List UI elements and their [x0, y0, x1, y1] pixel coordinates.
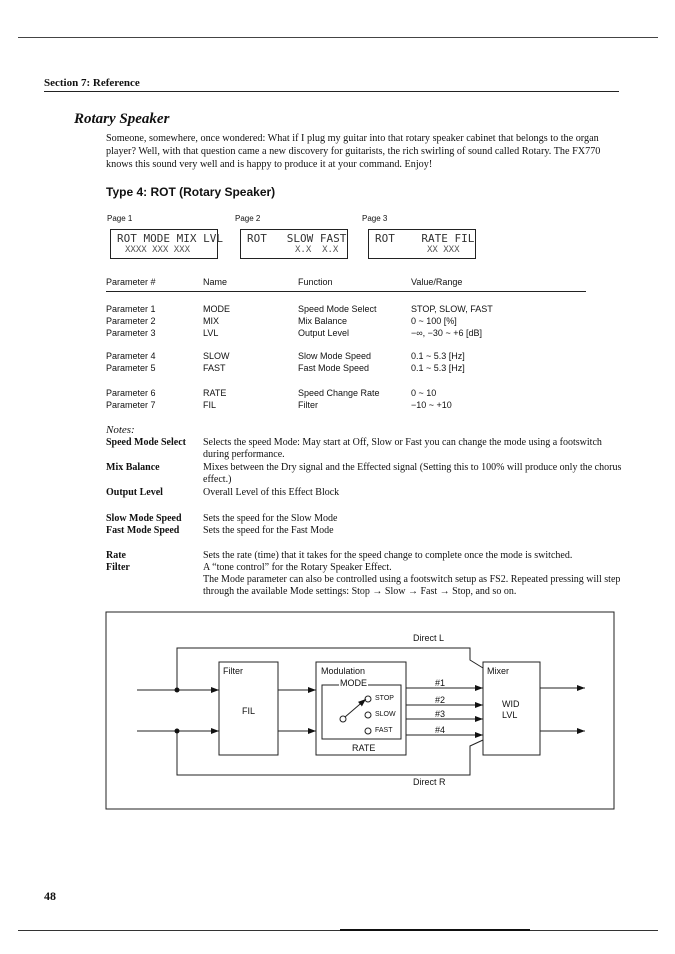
stop-label: STOP: [375, 695, 394, 702]
table-row: Speed Change Rate: [298, 388, 380, 398]
table-row: STOP, SLOW, FAST: [411, 304, 493, 314]
table-row: 0.1 ~ 5.3 [Hz]: [411, 351, 465, 361]
filter-param: FIL: [242, 706, 256, 716]
note-term: Filter: [106, 562, 130, 573]
page-number: 48: [44, 889, 56, 903]
note-desc: A “tone control” for the Rotary Speaker Effect.: [203, 562, 392, 573]
section-header: Section 7: Reference: [44, 77, 140, 89]
page3-label: Page 3: [362, 214, 388, 223]
table-row: Parameter 6: [106, 388, 156, 398]
page2-label: Page 2: [235, 214, 261, 223]
table-row: 0 ~ 100 [%]: [411, 316, 457, 326]
type-subtitle: Type 4: ROT (Rotary Speaker): [106, 185, 276, 199]
table-row: MIX: [203, 316, 220, 326]
table-row: Fast Mode Speed: [298, 363, 370, 373]
junction-l: [175, 688, 180, 693]
note-term: Output Level: [106, 487, 163, 498]
mode-label: MODE: [340, 678, 367, 688]
table-row: Slow Mode Speed: [298, 351, 372, 361]
bottom-rule-thick: [340, 929, 530, 931]
page-title: Rotary Speaker: [74, 111, 170, 127]
lcd-page1-line1: ROT MODE MIX LVL: [117, 232, 223, 245]
diagram-frame: [106, 612, 614, 809]
table-row: SLOW: [203, 351, 230, 361]
direct-l-label: Direct L: [413, 633, 445, 643]
output-2-label: #2: [435, 695, 446, 705]
junction-r: [175, 729, 180, 734]
note-desc: Overall Level of this Effect Block: [203, 487, 340, 498]
intro-paragraph: Someone, somewhere, once wondered: What if I plug my guitar into that rotary speaker cabinet that belongs to the organ player? Well, with that question came a new discovery for guitarists, the rich swirling of sound called Rotary. The FX770 knows this sound very well and is happy to produce it at your command. Enjoy!: [106, 133, 601, 170]
direct-r-path: [177, 731, 483, 775]
note-desc: Sets the speed for the Fast Mode: [203, 525, 334, 536]
note-desc: Sets the speed for the Slow Mode: [203, 513, 338, 524]
lcd-page3-line1: ROT RATE FIL: [375, 232, 475, 245]
table-row: Output Level: [298, 328, 350, 338]
table-row: Parameter 2: [106, 316, 156, 326]
table-row: Parameter 5: [106, 363, 156, 373]
table-row: −∞, −30 ~ +6 [dB]: [411, 328, 482, 338]
modulation-title: Modulation: [321, 666, 366, 676]
output-4-label: #4: [435, 725, 446, 735]
table-row: FIL: [203, 400, 217, 410]
mixer-param-wid: WID: [502, 699, 520, 709]
table-header-function: Function: [298, 277, 333, 287]
fast-label: FAST: [375, 727, 393, 734]
bottom-rule: [18, 930, 658, 931]
table-row: 0.1 ~ 5.3 [Hz]: [411, 363, 465, 373]
mixer-title: Mixer: [487, 666, 509, 676]
table-row: Parameter 7: [106, 400, 156, 410]
slow-label: SLOW: [375, 711, 396, 718]
lcd-page3-line2: XX XXX: [427, 245, 460, 255]
filter-title: Filter: [223, 666, 243, 676]
table-row: 0 ~ 10: [411, 388, 437, 398]
fast-contact: [365, 728, 371, 734]
table-row: Mix Balance: [298, 316, 348, 326]
mixer-param-lvl: LVL: [502, 710, 518, 720]
table-row: Speed Mode Select: [298, 304, 377, 314]
page1-label: Page 1: [107, 214, 133, 223]
note-term: Speed Mode Select: [106, 437, 186, 448]
table-row: Filter: [298, 400, 318, 410]
table-header-param: Parameter #: [106, 277, 156, 287]
output-1-label: #1: [435, 678, 446, 688]
note-desc: The Mode parameter can also be controlled using a footswitch setup as FS2. Repeated pressing will step through the available Mode settings: Stop → Slow → Fast → Stop, and so on.: [203, 574, 621, 597]
table-header-value: Value/Range: [411, 277, 463, 287]
switch-arm: [345, 699, 366, 717]
note-term: Rate: [106, 550, 126, 561]
direct-r-label: Direct R: [413, 777, 446, 787]
table-row: Parameter 1: [106, 304, 156, 314]
table-row: FAST: [203, 363, 226, 373]
lcd-page2-line2: X.X X.X: [295, 245, 339, 255]
note-term: Fast Mode Speed: [106, 525, 180, 536]
table-row: −10 ~ +10: [411, 400, 452, 410]
rate-label: RATE: [352, 743, 376, 753]
lcd-page2-line1: ROT SLOW FAST: [247, 232, 347, 245]
output-3-label: #3: [435, 709, 446, 719]
lcd-page1-line2: XXXX XXX XXX: [125, 245, 191, 255]
note-term: Mix Balance: [106, 462, 160, 473]
slow-contact: [365, 712, 371, 718]
table-row: Parameter 3: [106, 328, 156, 338]
table-row: Parameter 4: [106, 351, 156, 361]
table-row: LVL: [203, 328, 219, 338]
note-desc: Sets the rate (time) that it takes for the speed change to complete once the mode is switched.: [203, 550, 573, 561]
table-row: RATE: [203, 388, 227, 398]
notes-title: Notes:: [106, 424, 135, 436]
note-desc: Selects the speed Mode: May start at Off, Slow or Fast you can change the mode using a footswitch during performance.: [203, 437, 602, 460]
table-row: MODE: [203, 304, 230, 314]
note-term: Slow Mode Speed: [106, 513, 182, 524]
table-header-name: Name: [203, 277, 228, 287]
note-desc: Mixes between the Dry signal and the Effected signal (Setting this to 100% will produce only the chorus effect.): [203, 462, 622, 485]
